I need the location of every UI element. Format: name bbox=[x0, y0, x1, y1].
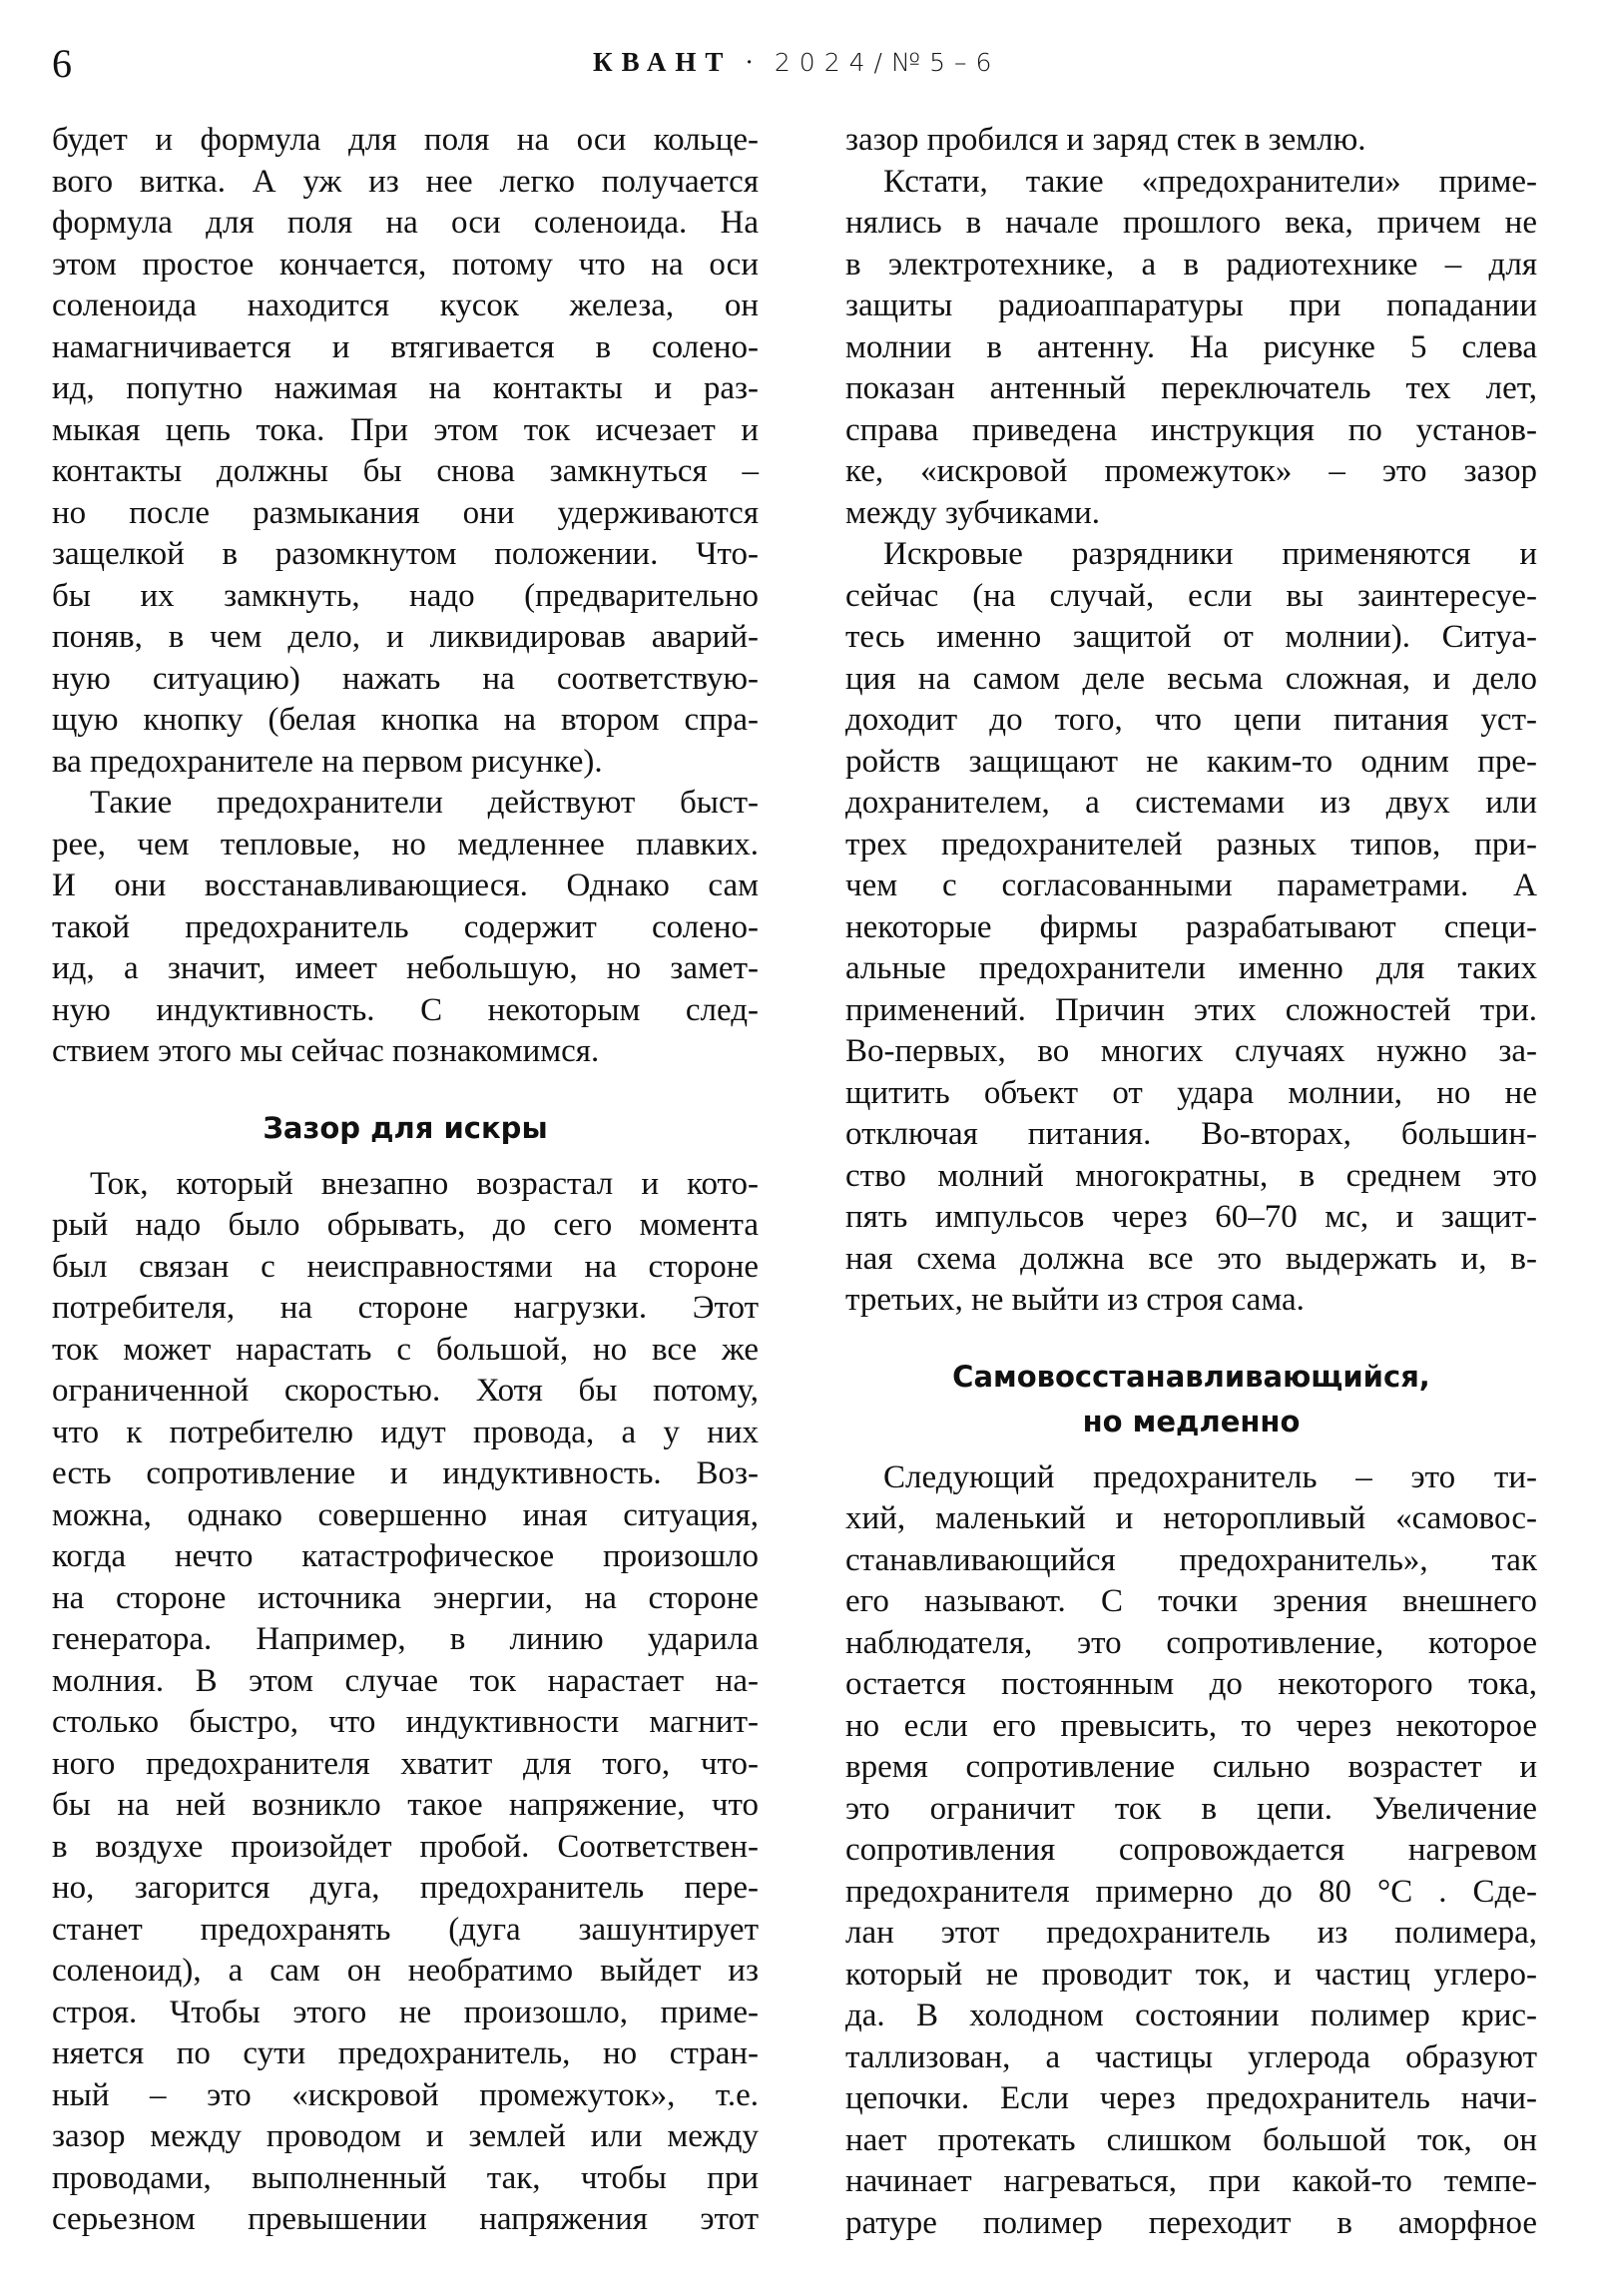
issue-number: 2024/№5–6 bbox=[774, 48, 1001, 77]
text-line: Во-первых, во многих случаях нужно за- bbox=[845, 1033, 1537, 1069]
text-line: соленоид), а сам он необратимо выйдет из bbox=[52, 1953, 759, 1989]
text-line: мыкая цепь тока. При этом ток исчезает и bbox=[52, 411, 759, 448]
text-line: рый надо было обрывать, до сего момента bbox=[52, 1207, 759, 1243]
text-line: ток может нарастать с большой, но все же bbox=[52, 1331, 759, 1368]
page-number: 6 bbox=[52, 41, 72, 86]
text-line: цепочки. Если через предохранитель начи- bbox=[845, 2080, 1537, 2116]
text-line: ид, попутно нажимая на контакты и раз- bbox=[52, 370, 759, 406]
text-line: на стороне источника энергии, на стороне bbox=[52, 1579, 759, 1616]
text-line: такой предохранитель содержит солено- bbox=[52, 908, 759, 945]
text-line: третьих, не выйти из строя сама. bbox=[845, 1282, 1305, 1318]
text-line: строя. Чтобы этого не произошло, приме- bbox=[52, 1994, 759, 2030]
text-line: рее, чем тепловые, но медленнее плавких. bbox=[52, 826, 759, 862]
text-line: но после размыкания они удерживаются bbox=[52, 494, 759, 531]
text-line: пять импульсов через 60–70 мс, и защит- bbox=[845, 1199, 1537, 1235]
text-line: наблюдателя, это сопротивление, которое bbox=[845, 1624, 1537, 1661]
text-line: предохранителя примерно до 80 °C . Сде- bbox=[845, 1873, 1537, 1910]
text-line: столько быстро, что индуктивности магнит- bbox=[52, 1704, 759, 1740]
text-line: начинает нагреваться, при какой-то темпе- bbox=[845, 2163, 1537, 2199]
text-line: можна, однако совершенно иная ситуация, bbox=[52, 1496, 759, 1533]
text-line: который не проводит ток, и частиц углеро- bbox=[845, 1956, 1537, 1993]
text-line: показан антенный переключатель тех лет, bbox=[845, 370, 1537, 406]
text-line: Искровые разрядники применяются и bbox=[883, 536, 1537, 572]
magazine-name: КВАНТ bbox=[593, 47, 733, 77]
text-line: тесь именно защитой от молнии). Ситуа- bbox=[845, 619, 1537, 655]
text-line: этом простое кончается, потому что на оси bbox=[52, 246, 759, 283]
text-line: проводами, выполненный так, чтобы при bbox=[52, 2159, 759, 2196]
text-line: таллизован, а частицы углерода образуют bbox=[845, 2038, 1537, 2075]
text-line: ство молний многократны, в среднем это bbox=[845, 1157, 1537, 1194]
text-line: поняв, в чем дело, и ликвидировав аварий- bbox=[52, 619, 759, 655]
text-line: ке, «искровой промежуток» – это зазор bbox=[845, 453, 1537, 489]
text-line: между зубчиками. bbox=[845, 494, 1101, 531]
text-line: бы на ней возникло такое напряжение, что bbox=[52, 1787, 759, 1823]
text-line: дохранителем, а системами из двух или bbox=[845, 785, 1537, 821]
text-line: соленоида находится кусок железа, он bbox=[52, 287, 759, 323]
text-line: ного предохранителя хватит для того, что- bbox=[52, 1745, 759, 1782]
text-line: но, загорится дуга, предохранитель пере- bbox=[52, 1870, 759, 1906]
text-line: щитить объект от удара молнии, но не bbox=[845, 1074, 1537, 1111]
text-line: ная схема должна все это выдержать и, в- bbox=[845, 1240, 1537, 1277]
text-line: в электротехнике, а в радиотехнике – для bbox=[845, 246, 1537, 283]
text-line: станет предохранять (дуга зашунтирует bbox=[52, 1911, 759, 1948]
text-line: щую кнопку (белая кнопка на втором спра- bbox=[52, 702, 759, 738]
text-line: применений. Причин этих сложностей три. bbox=[845, 991, 1537, 1028]
text-line: сопротивления сопровождается нагревом bbox=[845, 1832, 1537, 1868]
text-line: ограниченной скоростью. Хотя бы потому, bbox=[52, 1373, 759, 1409]
text-line: И они восстанавливающиеся. Однако сам bbox=[52, 867, 759, 903]
text-line: трех предохранителей разных типов, при- bbox=[845, 826, 1537, 862]
text-line: чем с согласованными параметрами. А bbox=[845, 867, 1537, 903]
text-line: ную индуктивность. С некоторым след- bbox=[52, 991, 759, 1028]
text-line: ратуре полимер переходит в аморфное bbox=[845, 2204, 1537, 2241]
separator-dot: · bbox=[745, 47, 755, 77]
text-line: защелкой в разомкнутом положении. Что- bbox=[52, 536, 759, 572]
text-line: ствием этого мы сейчас познакомимся. bbox=[52, 1033, 600, 1069]
text-line: контакты должны бы снова замкнуться – bbox=[52, 453, 759, 489]
text-line: но если его превысить, то через некоторое bbox=[845, 1707, 1537, 1744]
text-line: Такие предохранители действуют быст- bbox=[90, 785, 759, 821]
text-line: бы их замкнуть, надо (предварительно bbox=[52, 577, 759, 614]
text-line: ва предохранителе на первом рисунке). bbox=[52, 743, 603, 780]
text-line: зазор между проводом и землей или между bbox=[52, 2118, 759, 2154]
text-line: есть сопротивление и индуктивность. Воз- bbox=[52, 1455, 759, 1491]
text-line: станавливающийся предохранитель», так bbox=[845, 1541, 1537, 1578]
text-line: ция на самом деле весьма сложная, и дело bbox=[845, 660, 1537, 697]
text-line: время сопротивление сильно возрастет и bbox=[845, 1749, 1537, 1785]
text-line: ид, а значит, имеет небольшую, но замет- bbox=[52, 950, 759, 986]
running-title bbox=[593, 44, 1000, 81]
section-heading: Самовосстанавливающийся, bbox=[952, 1359, 1430, 1394]
section-heading: но медленно bbox=[1082, 1404, 1301, 1438]
text-line: зазор пробился и заряд стек в землю. bbox=[845, 122, 1366, 158]
text-line: хий, маленький и неторопливый «самовос- bbox=[845, 1500, 1537, 1536]
text-line: альные предохранители именно для таких bbox=[845, 950, 1537, 986]
text-line: некоторые фирмы разрабатывают специ- bbox=[845, 908, 1537, 945]
text-line: ную ситуацию) нажать на соответствую- bbox=[52, 660, 759, 697]
text-line: Ток, который внезапно возрастал и кото- bbox=[90, 1165, 759, 1202]
text-line: няется по сути предохранитель, но стран- bbox=[52, 2035, 759, 2071]
section-heading: Зазор для искры bbox=[263, 1110, 548, 1145]
text-line: справа приведена инструкция по установ- bbox=[845, 411, 1537, 448]
text-line: генератора. Например, в линию ударила bbox=[52, 1621, 759, 1657]
text-line: молния. В этом случае ток нарастает на- bbox=[52, 1662, 759, 1699]
text-line: защиты радиоаппаратуры при попадании bbox=[845, 287, 1537, 323]
text-line: нялись в начале прошлого века, причем не bbox=[845, 205, 1537, 241]
text-line: когда нечто катастрофическое произошло bbox=[52, 1538, 759, 1574]
text-line: намагничивается и втягивается в солено- bbox=[52, 328, 759, 365]
text-line: это ограничит ток в цепи. Увеличение bbox=[845, 1790, 1537, 1827]
text-line: молнии в антенну. На рисунке 5 слева bbox=[845, 328, 1537, 365]
text-line: вого витка. А уж из нее легко получается bbox=[52, 163, 759, 200]
text-line: Следующий предохранитель – это ти- bbox=[883, 1458, 1537, 1495]
text-line: лан этот предохранитель из полимера, bbox=[845, 1915, 1537, 1951]
text-line: доходит до того, что цепи питания уст- bbox=[845, 702, 1537, 738]
text-line: ный – это «искровой промежуток», т.е. bbox=[52, 2076, 759, 2113]
text-line: потребителя, на стороне нагрузки. Этот bbox=[52, 1290, 759, 1326]
text-line: Кстати, такие «предохранители» приме- bbox=[883, 163, 1537, 200]
text-line: нает протекать слишком большой ток, он bbox=[845, 2121, 1537, 2158]
text-line: формула для поля на оси соленоида. На bbox=[52, 205, 759, 241]
text-line: в воздухе произойдет пробой. Соответствен- bbox=[52, 1828, 759, 1865]
text-line: его называют. С точки зрения внешнего bbox=[845, 1583, 1537, 1619]
text-line: серьезном превышении напряжения этот bbox=[52, 2201, 759, 2237]
text-line: был связан с неисправностями на стороне bbox=[52, 1248, 759, 1285]
text-line: ройств защищают не каким-то одним пре- bbox=[845, 743, 1537, 780]
text-line: остается постоянным до некоторого тока, bbox=[845, 1666, 1537, 1702]
text-line: что к потребителю идут провода, а у них bbox=[52, 1414, 759, 1450]
text-line: будет и формула для поля на оси кольце- bbox=[52, 122, 759, 158]
text-line: да. В холодном состоянии полимер крис- bbox=[845, 1998, 1537, 2033]
text-line: отключая питания. Во-вторах, большин- bbox=[845, 1116, 1537, 1152]
text-line: сейчас (на случай, если вы заинтересуе- bbox=[845, 577, 1537, 614]
